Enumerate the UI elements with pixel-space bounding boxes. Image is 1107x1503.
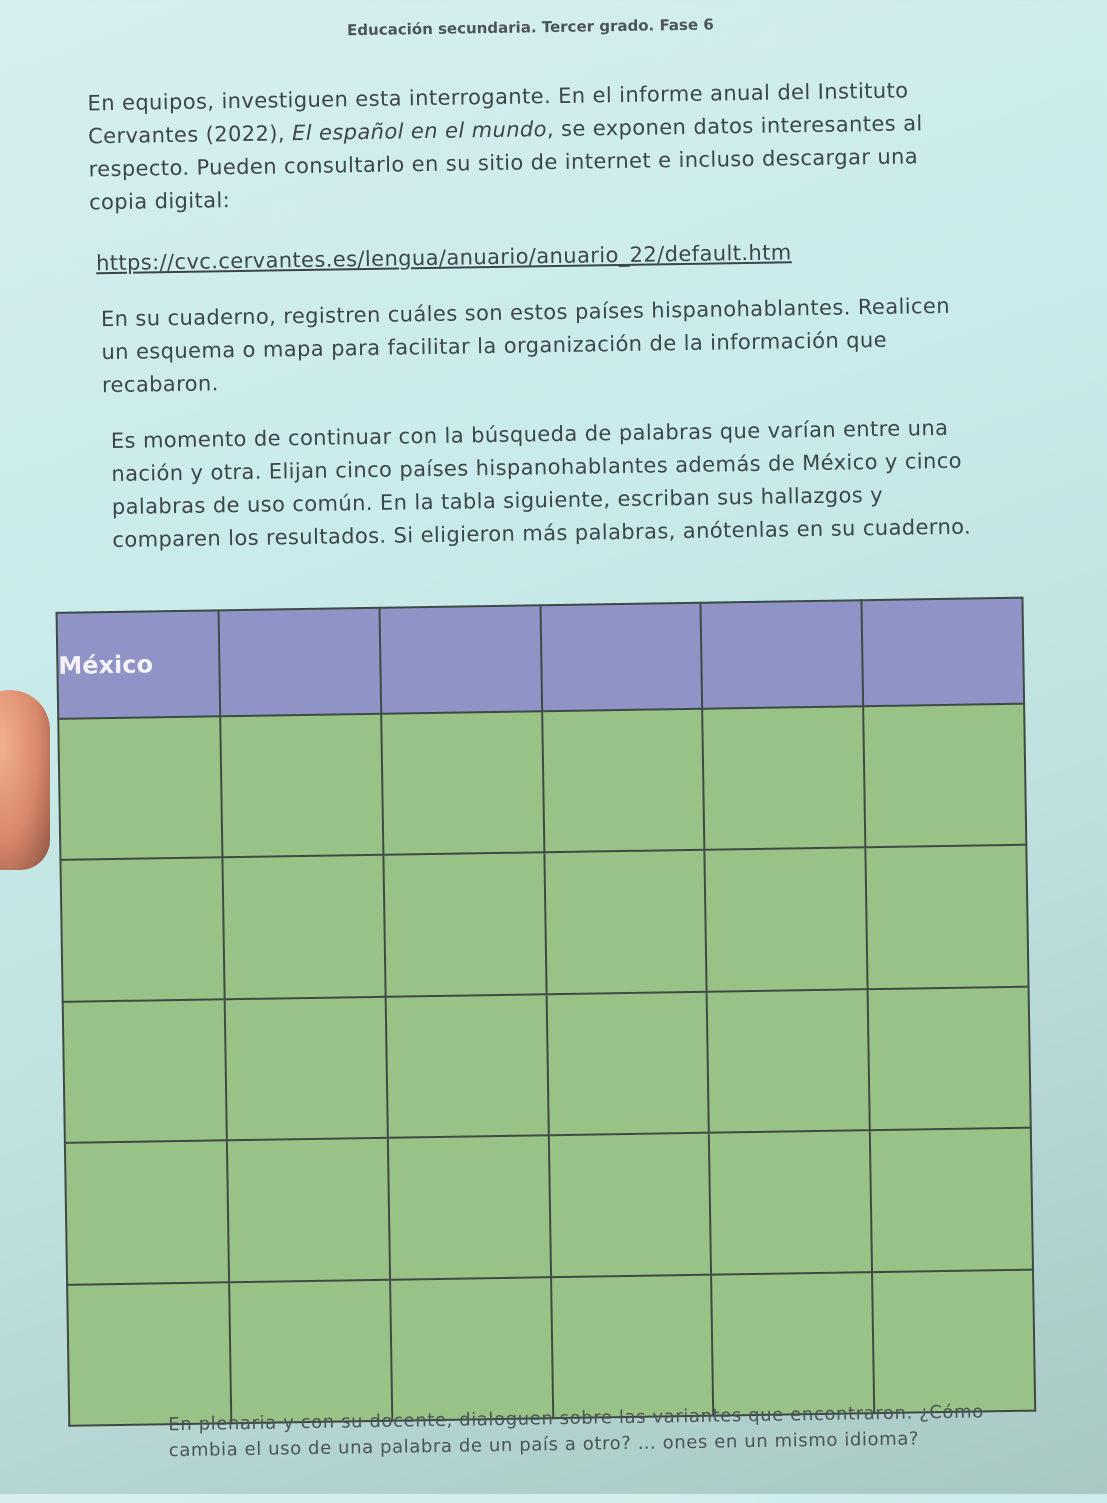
instruction-paragraph-1 [87, 73, 979, 219]
instruction-paragraph-3: Es momento de continuar con la búsqueda de palabras que varían entre una nación y otra. Elijan cinco países hispanohablantes además de México y cinco palabras de uso común. En la tabla siguiente, escriban sus hallazgos y comparen los resultados. Si eligieron más palabras, anótenlas en su cuaderno. [110, 415, 972, 552]
table-cell[interactable] [546, 991, 709, 1135]
table-row [65, 1128, 1033, 1285]
table-cell[interactable] [863, 704, 1026, 848]
table-cell[interactable] [542, 709, 705, 853]
header-cell-country[interactable] [379, 605, 541, 714]
table-cell[interactable] [544, 850, 707, 994]
header-cell-country[interactable] [219, 608, 381, 717]
table-cell[interactable] [58, 716, 222, 860]
table-cell[interactable] [709, 1130, 872, 1274]
table-row [60, 845, 1028, 1002]
table-cell[interactable] [866, 845, 1029, 989]
table-cell[interactable] [870, 1128, 1033, 1272]
table-cell[interactable] [548, 1133, 711, 1277]
header-cell-country[interactable] [862, 598, 1024, 707]
url-link[interactable]: https://cvc.cervantes.es/lengua/anuario/anuario_22/default.htm [95, 240, 792, 276]
table-cell[interactable] [67, 1282, 231, 1426]
table-header-row [57, 598, 1025, 719]
table-cell[interactable] [65, 1140, 229, 1284]
table-cell[interactable] [705, 848, 868, 992]
table-cell[interactable] [60, 858, 224, 1002]
table-cell[interactable] [711, 1272, 874, 1416]
header-cell-country[interactable] [701, 600, 863, 709]
table-cell[interactable] [222, 855, 385, 999]
table-row [63, 986, 1031, 1143]
table-cell[interactable] [381, 711, 544, 855]
reference-url [96, 233, 996, 280]
finger-photo-artifact [0, 690, 50, 870]
paragraph-1-text-b: , se exponen datos interesantes al respecto. Pueden consultarlo en su sitio de internet e incluso descargar una copia digital: [88, 111, 923, 215]
table-row [58, 704, 1026, 861]
table-cell[interactable] [227, 1138, 390, 1282]
table-cell[interactable] [868, 986, 1031, 1130]
table-cell[interactable] [383, 853, 546, 997]
report-title: El español en el mundo [291, 117, 548, 146]
table-cell[interactable] [229, 1279, 392, 1423]
table-cell[interactable] [225, 997, 388, 1141]
table-cell[interactable] [63, 999, 227, 1143]
comparison-table [56, 597, 1037, 1427]
header-cell-mexico: México [57, 610, 221, 719]
header-cell-country[interactable] [540, 603, 702, 712]
table-cell[interactable] [385, 994, 548, 1138]
page-header: Educación secundaria. Tercer grado. Fase 6 [346, 15, 714, 40]
paragraph-1-text-a: En equipos, investiguen esta interrogante. En el informe anual del Instituto Cervantes (2022), [87, 78, 909, 149]
table-cell[interactable] [707, 989, 870, 1133]
table-cell[interactable] [703, 706, 866, 850]
table-cell[interactable] [551, 1274, 714, 1418]
instruction-paragraph-4: En plenaria y con su docente, dialoguen sobre las variantes que encontraron. ¿Cómo cambia el uso de una palabra de un país a otro? … ones en un mismo idioma? [168, 1401, 984, 1462]
table-cell[interactable] [872, 1269, 1035, 1413]
table-cell[interactable] [390, 1277, 553, 1421]
table-cell[interactable] [388, 1135, 551, 1279]
instruction-paragraph-2: En su cuaderno, registren cuáles son estos países hispanohablantes. Realicen un esquema o mapa para facilitar la organización de la información que recabaron. [100, 293, 951, 398]
table-cell[interactable] [220, 714, 383, 858]
